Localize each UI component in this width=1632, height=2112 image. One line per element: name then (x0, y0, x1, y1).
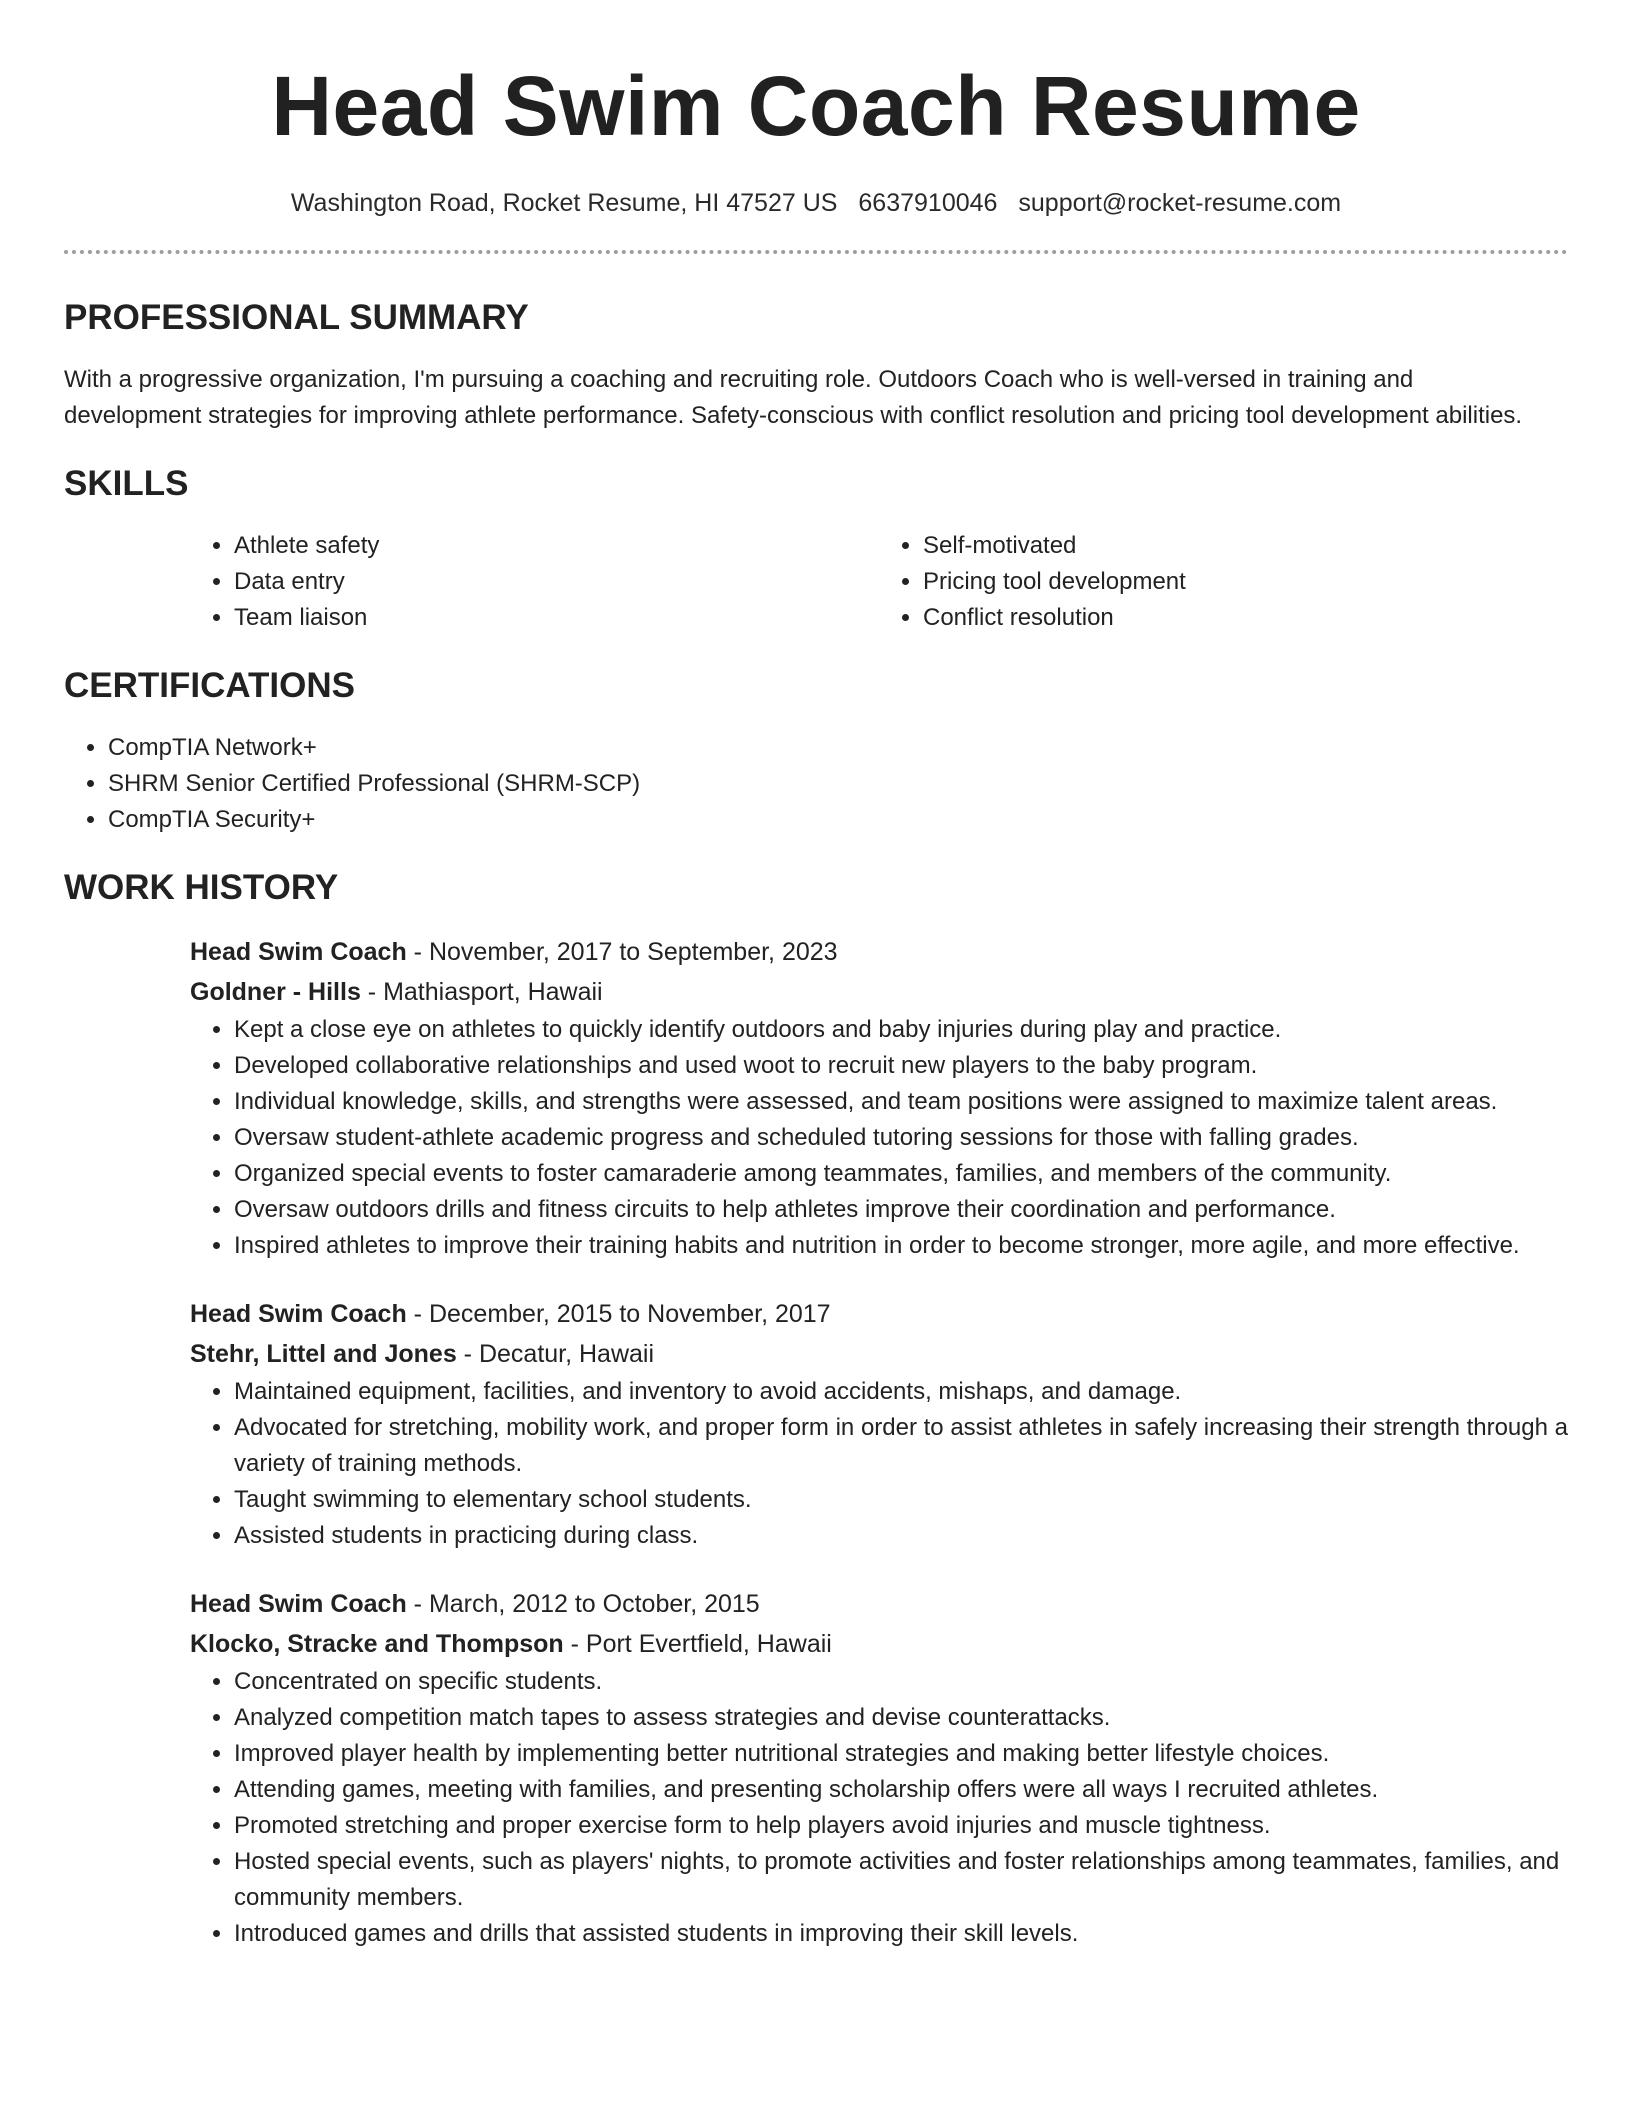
job-duty: • Oversaw student-athlete academic progress and scheduled tutoring sessions for those with falling grades. (234, 1120, 1568, 1156)
job-duty: • Attending games, meeting with families, and presenting scholarship offers were all ways I recruited athletes. (234, 1772, 1568, 1808)
job-company-line (190, 1624, 1568, 1664)
contact-email[interactable]: support@rocket-resume.com (1018, 189, 1342, 217)
contact-phone: 6637910046 (858, 189, 998, 217)
job-entry (190, 932, 1568, 1264)
job-duty: • Individual knowledge, skills, and strengths were assessed, and team positions were assigned to maximize talent areas. (234, 1084, 1568, 1120)
job-company-line (190, 1334, 1568, 1374)
skill-item: • Team liaison (234, 600, 879, 636)
job-duty: • Concentrated on specific students. (234, 1664, 1568, 1700)
job-duties-list (190, 1374, 1568, 1554)
skills-grid (190, 528, 1568, 636)
job-duty: • Introduced games and drills that assisted students in improving their skill levels. (234, 1916, 1568, 1952)
job-title: Head Swim Coach (190, 938, 407, 966)
job-company: Klocko, Stracke and Thompson (190, 1630, 564, 1658)
job-duty: • Organized special events to foster camaraderie among teammates, families, and members of the community. (234, 1156, 1568, 1192)
certification-item: • SHRM Senior Certified Professional (SHRM-SCP) (108, 766, 1568, 802)
work-history-heading: WORK HISTORY (64, 868, 339, 907)
job-duty: • Promoted stretching and proper exercise form to help players avoid injuries and muscle tightness. (234, 1808, 1568, 1844)
job-entry (190, 1584, 1568, 1952)
job-location: - Mathiasport, Hawaii (360, 978, 603, 1006)
job-title-line (190, 932, 1568, 972)
job-dates: - December, 2015 to November, 2017 (406, 1300, 831, 1328)
job-duty: • Kept a close eye on athletes to quickly identify outdoors and baby injuries during play and practice. (234, 1012, 1568, 1048)
job-dates: - March, 2012 to October, 2015 (406, 1590, 760, 1618)
job-company-line (190, 972, 1568, 1012)
skill-item: • Conflict resolution (923, 600, 1568, 636)
job-duty: • Developed collaborative relationships and used woot to recruit new players to the baby program. (234, 1048, 1568, 1084)
skill-item: • Self-motivated (923, 528, 1568, 564)
job-location: - Port Evertfield, Hawaii (563, 1630, 832, 1658)
resume-title: Head Swim Coach Resume (271, 59, 1361, 153)
skills-left-list (190, 528, 879, 636)
certifications-heading: CERTIFICATIONS (64, 666, 356, 705)
job-duty: • Inspired athletes to improve their training habits and nutrition in order to become stronger, more agile, and more effective. (234, 1228, 1568, 1264)
job-duty: • Taught swimming to elementary school students. (234, 1482, 1568, 1518)
job-duty: • Advocated for stretching, mobility work, and proper form in order to assist athletes in safely increasing their strength through a variety of training methods. (234, 1410, 1568, 1482)
job-company: Goldner - Hills (190, 978, 361, 1006)
header-divider (64, 250, 1568, 254)
job-duty: • Hosted special events, such as players' nights, to promote activities and foster relationships among teammates, families, and community members. (234, 1844, 1568, 1916)
skill-item: • Data entry (234, 564, 879, 600)
certification-item: • CompTIA Network+ (108, 730, 1568, 766)
skill-item: • Athlete safety (234, 528, 879, 564)
job-duty: • Improved player health by implementing better nutritional strategies and making better lifestyle choices. (234, 1736, 1568, 1772)
job-title: Head Swim Coach (190, 1590, 407, 1618)
job-duty: • Assisted students in practicing during class. (234, 1518, 1568, 1554)
skills-heading: SKILLS (64, 464, 189, 503)
skills-right-list (879, 528, 1568, 636)
job-duty: • Analyzed competition match tapes to assess strategies and devise counterattacks. (234, 1700, 1568, 1736)
job-title-line (190, 1584, 1568, 1624)
job-duties-list (190, 1664, 1568, 1952)
job-company: Stehr, Littel and Jones (190, 1340, 457, 1368)
job-duty: • Maintained equipment, facilities, and inventory to avoid accidents, mishaps, and damage. (234, 1374, 1568, 1410)
job-duties-list (190, 1012, 1568, 1264)
job-dates: - November, 2017 to September, 2023 (406, 938, 838, 966)
certifications-list (64, 730, 1568, 838)
summary-text: With a progressive organization, I'm pursuing a coaching and recruiting role. Outdoors Coach who is well-versed in training and development strategies for improving athlete performance. Safety-conscious with conflict resolution and pricing tool development abilities. (64, 366, 1523, 429)
contact-address: Washington Road, Rocket Resume, HI 47527 US (290, 189, 838, 217)
job-title-line (190, 1294, 1568, 1334)
certification-item: • CompTIA Security+ (108, 802, 1568, 838)
summary-heading: PROFESSIONAL SUMMARY (64, 298, 529, 337)
job-entry (190, 1294, 1568, 1554)
contact-line (64, 188, 1568, 218)
job-duty: • Oversaw outdoors drills and fitness circuits to help athletes improve their coordination and performance. (234, 1192, 1568, 1228)
skill-item: • Pricing tool development (923, 564, 1568, 600)
job-location: - Decatur, Hawaii (456, 1340, 655, 1368)
job-title: Head Swim Coach (190, 1300, 407, 1328)
